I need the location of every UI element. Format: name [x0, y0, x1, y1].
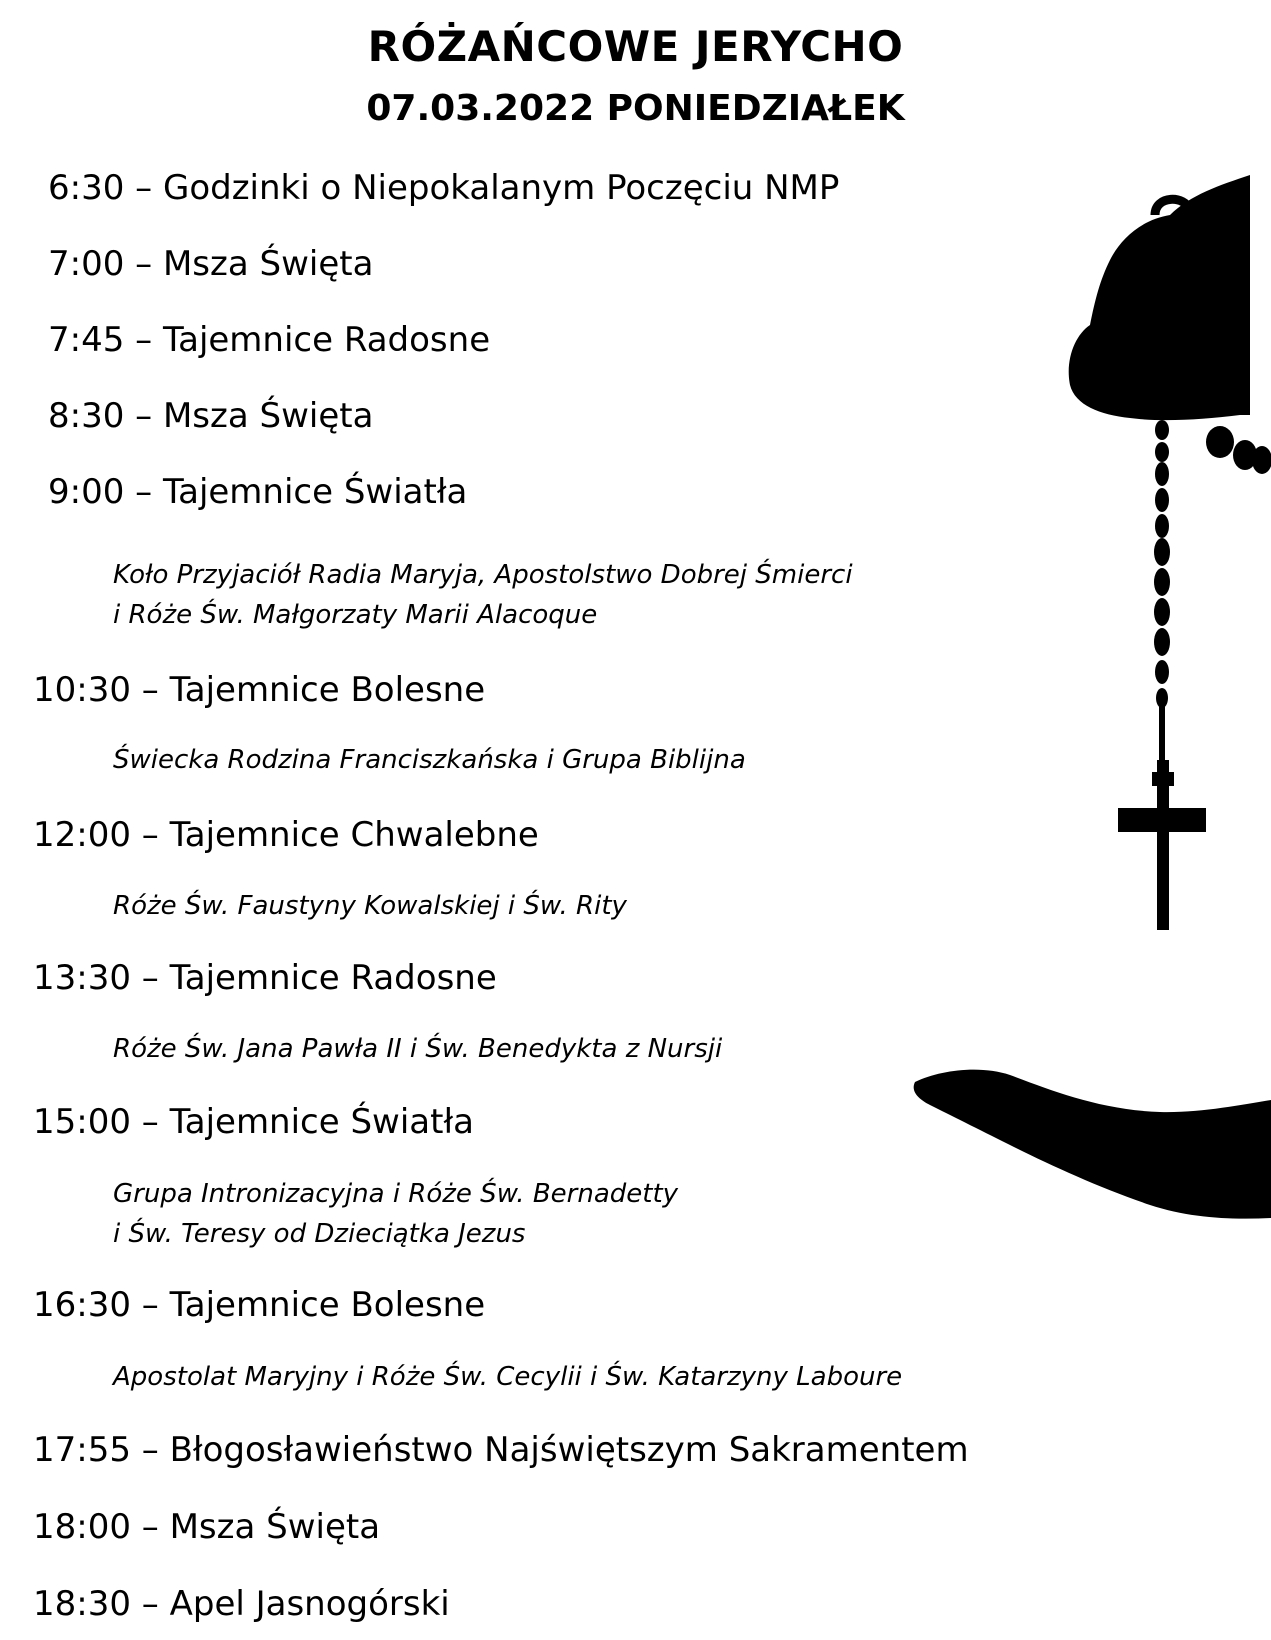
schedule-entry: 18:30 – Apel Jasnogórski [33, 1584, 450, 1624]
schedule-entry: 16:30 – Tajemnice Bolesne [33, 1285, 486, 1325]
page-date: 07.03.2022 PONIEDZIAŁEK [366, 88, 905, 129]
schedule-entry: 7:00 – Msza Święta [48, 244, 374, 284]
schedule-note [113, 886, 627, 926]
schedule-note [113, 1357, 902, 1397]
schedule-note [113, 740, 746, 780]
schedule-entry: 7:45 – Tajemnice Radosne [48, 320, 491, 360]
schedule-note [113, 555, 853, 635]
schedule-entry: 6:30 – Godzinki o Niepokalanym Poczęciu NMP [48, 168, 840, 208]
schedule-note-line: Róże Św. Faustyny Kowalskiej i Św. Rity [113, 891, 627, 921]
schedule-note-line: i Św. Teresy od Dzieciątka Jezus [113, 1219, 526, 1249]
schedule-entry: 10:30 – Tajemnice Bolesne [33, 670, 486, 710]
rosary-hands-icon [900, 160, 1271, 1280]
page-title: RÓŻAŃCOWE JERYCHO [367, 22, 904, 71]
schedule-note-line: i Róże Św. Małgorzaty Marii Alacoque [113, 600, 598, 630]
schedule-note-line: Róże Św. Jana Pawła II i Św. Benedykta z Nursji [113, 1034, 723, 1064]
schedule-entry: 12:00 – Tajemnice Chwalebne [33, 815, 539, 855]
schedule-note-line: Świecka Rodzina Franciszkańska i Grupa Biblijna [113, 745, 746, 775]
schedule-note [113, 1174, 678, 1254]
schedule-entry: 8:30 – Msza Święta [48, 396, 374, 436]
schedule-entry: 13:30 – Tajemnice Radosne [33, 958, 497, 998]
schedule-entry: 17:55 – Błogosławieństwo Najświętszym Sakramentem [33, 1430, 969, 1470]
schedule-note-line: Grupa Intronizacyjna i Róże Św. Bernadetty [113, 1179, 679, 1209]
schedule-entry: 18:00 – Msza Święta [33, 1507, 381, 1547]
schedule-entry: 15:00 – Tajemnice Światła [33, 1102, 474, 1142]
schedule-note-line: Koło Przyjaciół Radia Maryja, Apostolstwo Dobrej Śmierci [113, 560, 853, 590]
schedule-note-line: Apostolat Maryjny i Róże Św. Cecylii i Św. Katarzyny Laboure [113, 1362, 903, 1392]
schedule-entry: 9:00 – Tajemnice Światła [48, 472, 468, 512]
schedule-note [113, 1029, 722, 1069]
